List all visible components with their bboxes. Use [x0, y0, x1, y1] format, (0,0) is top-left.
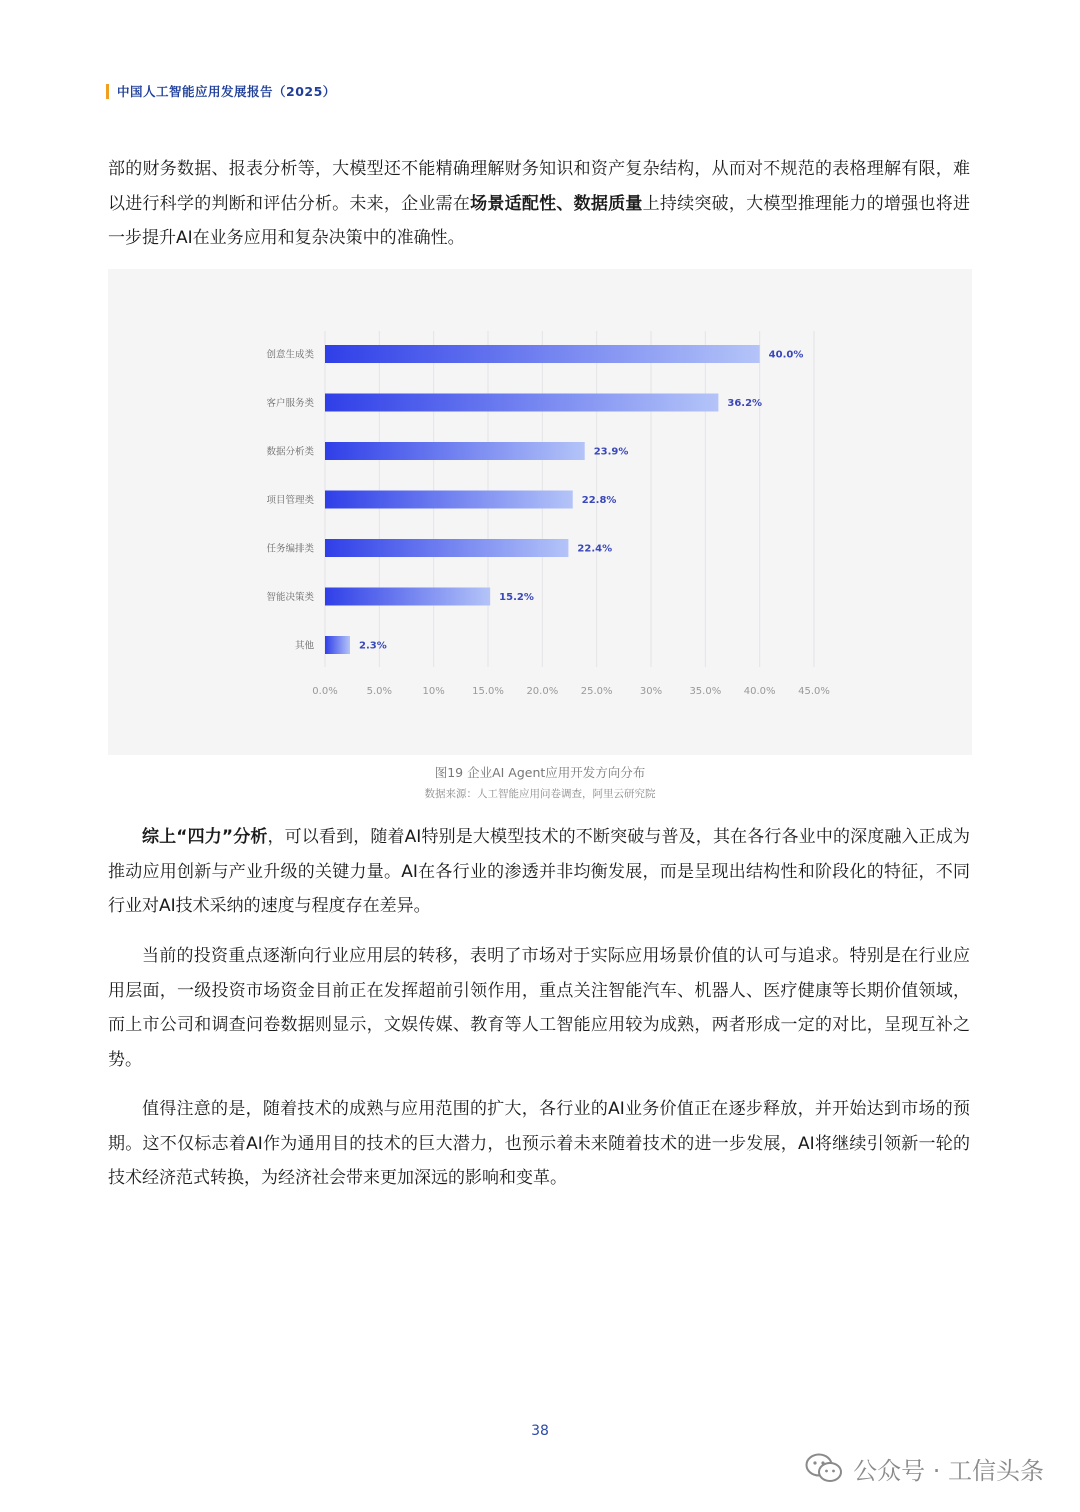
paragraph-3: 当前的投资重点逐渐向行业应用层的转移，表明了市场对于实际应用场景价值的认可与追求。特别是在行业应用层面，一级投资市场资金目前正在发挥超前引领作用，重点关注智能汽车、机器人、医疗健康等长期价值领域，而上市公司和调查问卷数据则显示，文娱传媒、教育等人工智能应用较为成熟，两者形成一定的对比，呈现互补之势。: [108, 946, 970, 1070]
paragraph-4: 值得注意的是，随着技术的成熟与应用范围的扩大，各行业的AI业务价值正在逐步释放，并开始达到市场的预期。这不仅标志着AI作为通用目的技术的巨大潜力，也预示着未来随着技术的进一步发展，AI将继续引领新一轮的技术经济范式转换，为经济社会带来更加深远的影响和变革。: [108, 1099, 970, 1188]
x-tick-label: 20.0%: [526, 686, 559, 697]
paragraph-2-bold: 综上“四力”分析: [142, 827, 268, 847]
header-title: 中国人工智能应用发展报告（2025）: [117, 84, 336, 99]
x-tick-label: 30%: [639, 686, 663, 697]
bar-value-label: 23.9%: [593, 446, 629, 458]
x-tick-label: 25.0%: [580, 686, 613, 697]
running-header: [106, 82, 336, 100]
category-label: 智能决策类: [266, 592, 314, 603]
x-tick-label: 5.0%: [366, 686, 393, 697]
x-tick-label: 35.0%: [689, 686, 722, 697]
watermark-text: 公众号 · 工信头条: [853, 1456, 1044, 1485]
x-tick-label: 45.0%: [798, 686, 830, 697]
bar: [325, 636, 350, 654]
figure-source: 数据来源：人工智能应用问卷调查，阿里云研究院: [424, 788, 656, 800]
bar: [325, 539, 568, 557]
bar-value-label: 36.2%: [727, 398, 763, 409]
category-label: 客户服务类: [266, 398, 314, 409]
category-label: 任务编排类: [266, 543, 314, 555]
bar: [325, 394, 718, 412]
paragraph-2: [108, 820, 970, 924]
bar-value-label: 40.0%: [768, 349, 804, 361]
wechat-icon: [805, 1453, 843, 1483]
category-label: 其他: [294, 640, 314, 652]
paragraph-1: [108, 152, 970, 256]
bar-value-label: 22.4%: [577, 543, 613, 555]
category-label: 创意生成类: [266, 349, 314, 361]
chart-panel: [108, 269, 972, 755]
x-tick-label: 0.0%: [312, 686, 338, 697]
x-tick-label: 10%: [422, 686, 445, 697]
watermark: [805, 1450, 1044, 1486]
category-label: 数据分析类: [266, 446, 314, 458]
bar-value-label: 15.2%: [499, 592, 534, 603]
bar: [325, 442, 585, 460]
bar: [325, 491, 573, 509]
paragraph-1-text-a: 部的财务数据、报表分析等，大模型还不能精确理解财务知识和资产复杂结构，从而对不规范的表格理解有限，难以进行科学的判断和评估分析。未来，企业需在: [108, 159, 970, 214]
paragraph-1-text-c: 上持续突破，大模型推理能力的增强也将进一步提升AI在业务应用和复杂决策中的准确性。: [108, 193, 971, 248]
paragraph-2-text: ，可以看到，随着AI特别是大模型技术的不断突破与普及，其在各行各业中的深度融入正成为推动应用创新与产业升级的关键力量。AI在各行业的渗透并非均衡发展，而是呈现出结构性和阶段化的特征，不同行业对AI技术采纳的速度与程度存在差异。: [108, 827, 970, 916]
figure-caption: 图19 企业AI Agent应用开发方向分布: [434, 765, 646, 780]
x-tick-label: 40.0%: [743, 686, 776, 697]
bar: [325, 345, 760, 363]
x-tick-label: 15.0%: [472, 686, 504, 697]
bar-value-label: 22.8%: [581, 495, 617, 506]
bar-chart: [108, 269, 972, 755]
header-accent-bar: [106, 84, 109, 99]
paragraph-1-bold: 场景适配性、数据质量: [470, 193, 643, 214]
category-label: 项目管理类: [266, 495, 314, 506]
bar: [325, 588, 490, 606]
bar-value-label: 2.3%: [358, 640, 387, 652]
page-number: 38: [531, 1423, 549, 1439]
chart-bars: [266, 345, 803, 654]
chart-x-ticks: [312, 686, 830, 697]
